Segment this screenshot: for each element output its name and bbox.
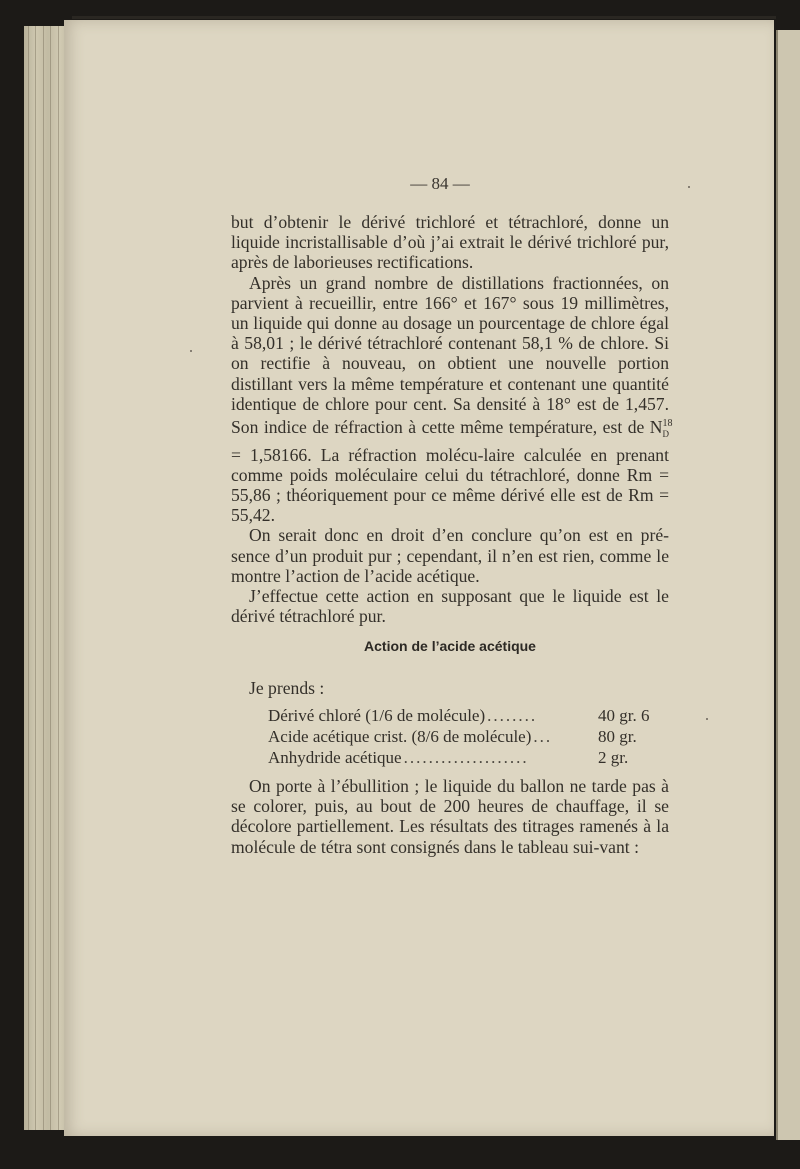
leader-dots: ... (533, 727, 553, 746)
refraction-subscript: D (662, 429, 669, 440)
section-heading: Action de l’acide acétique (364, 638, 536, 654)
paragraph-5: On porte à l’ébullition ; le liquide du ballon ne tarde pas à se colorer, puis, au bout de 200 heures de chauffage, il se décolore partiellement. Les résultats des titrages ramenés à la molécule de tétra sont consignés dans le tableau sui-vant : (231, 776, 669, 857)
paragraph-3: On serait donc en droit d’en conclure qu’on est en pré-sence d’un produit pur ; cependant, il n’en est rien, comme le montre l’action de l’acide acétique. (231, 525, 669, 586)
ingredient-row (268, 727, 660, 748)
paragraph-2 (231, 272, 673, 526)
page-number: — 84 — (410, 174, 470, 193)
leader-dots: .................... (403, 748, 529, 767)
paragraph-1: but d’obtenir le dérivé trichloré et tétrachloré, donne un liquide incristallisable d’où j’ai extrait le dérivé trichloré pur, après de laborieuses rectifications. (231, 212, 669, 273)
paper-speck (706, 718, 708, 720)
ingredient-row (268, 706, 660, 727)
ingredient-quantity: 2 gr. (598, 748, 629, 767)
closing-text (231, 776, 669, 857)
body-text (231, 212, 673, 627)
ingredient-name: Acide acétique crist. (8/6 de molécule) (268, 727, 532, 746)
intro-text: Je prends : (249, 678, 325, 698)
ingredient-name: Dérivé chloré (1/6 de molécule) (268, 706, 486, 725)
ingredient-row (268, 748, 660, 769)
ingredient-quantity: 80 gr. (598, 727, 637, 746)
ingredient-quantity: 40 gr. 6 (598, 706, 650, 725)
paragraph-4: J’effectue cette action en supposant que le liquide est le dérivé tétrachloré pur. (231, 586, 669, 627)
refraction-superscript: 18 (662, 418, 673, 430)
ingredient-name: Anhydride acétique (268, 748, 402, 767)
paper-speck (688, 186, 690, 188)
paragraph-2-part-1: Après un grand nombre de distillations fractionnées, on parvient à recueillir, entre 166° et 167° sous 19 millimètres, un liquide qui donne au dosage un pourcentage de chlore égal à 58,01 ; le dérivé tétrachloré contenant 58,1 % de chlore. Si on rectifie à nouveau, on obtient une nouvelle portion distillant vers la même température et contenant une quantité identique de chlore pour cent. Sa densité à 18° est de 1,457. Son indice de réfraction à cette même température, est de N (231, 272, 669, 437)
paper-speck (190, 350, 192, 352)
paragraph-2-part-2: = 1,58166. La réfraction molécu-laire calculée en prenant comme poids moléculaire celui du tétrachloré, donne Rm = 55,86 ; théoriquement pour ce même dérivé elle est de Rm = 55,42. (231, 444, 669, 526)
facing-page-edge (776, 30, 800, 1140)
leader-dots: ........ (487, 706, 538, 725)
top-edge-line (72, 16, 776, 19)
